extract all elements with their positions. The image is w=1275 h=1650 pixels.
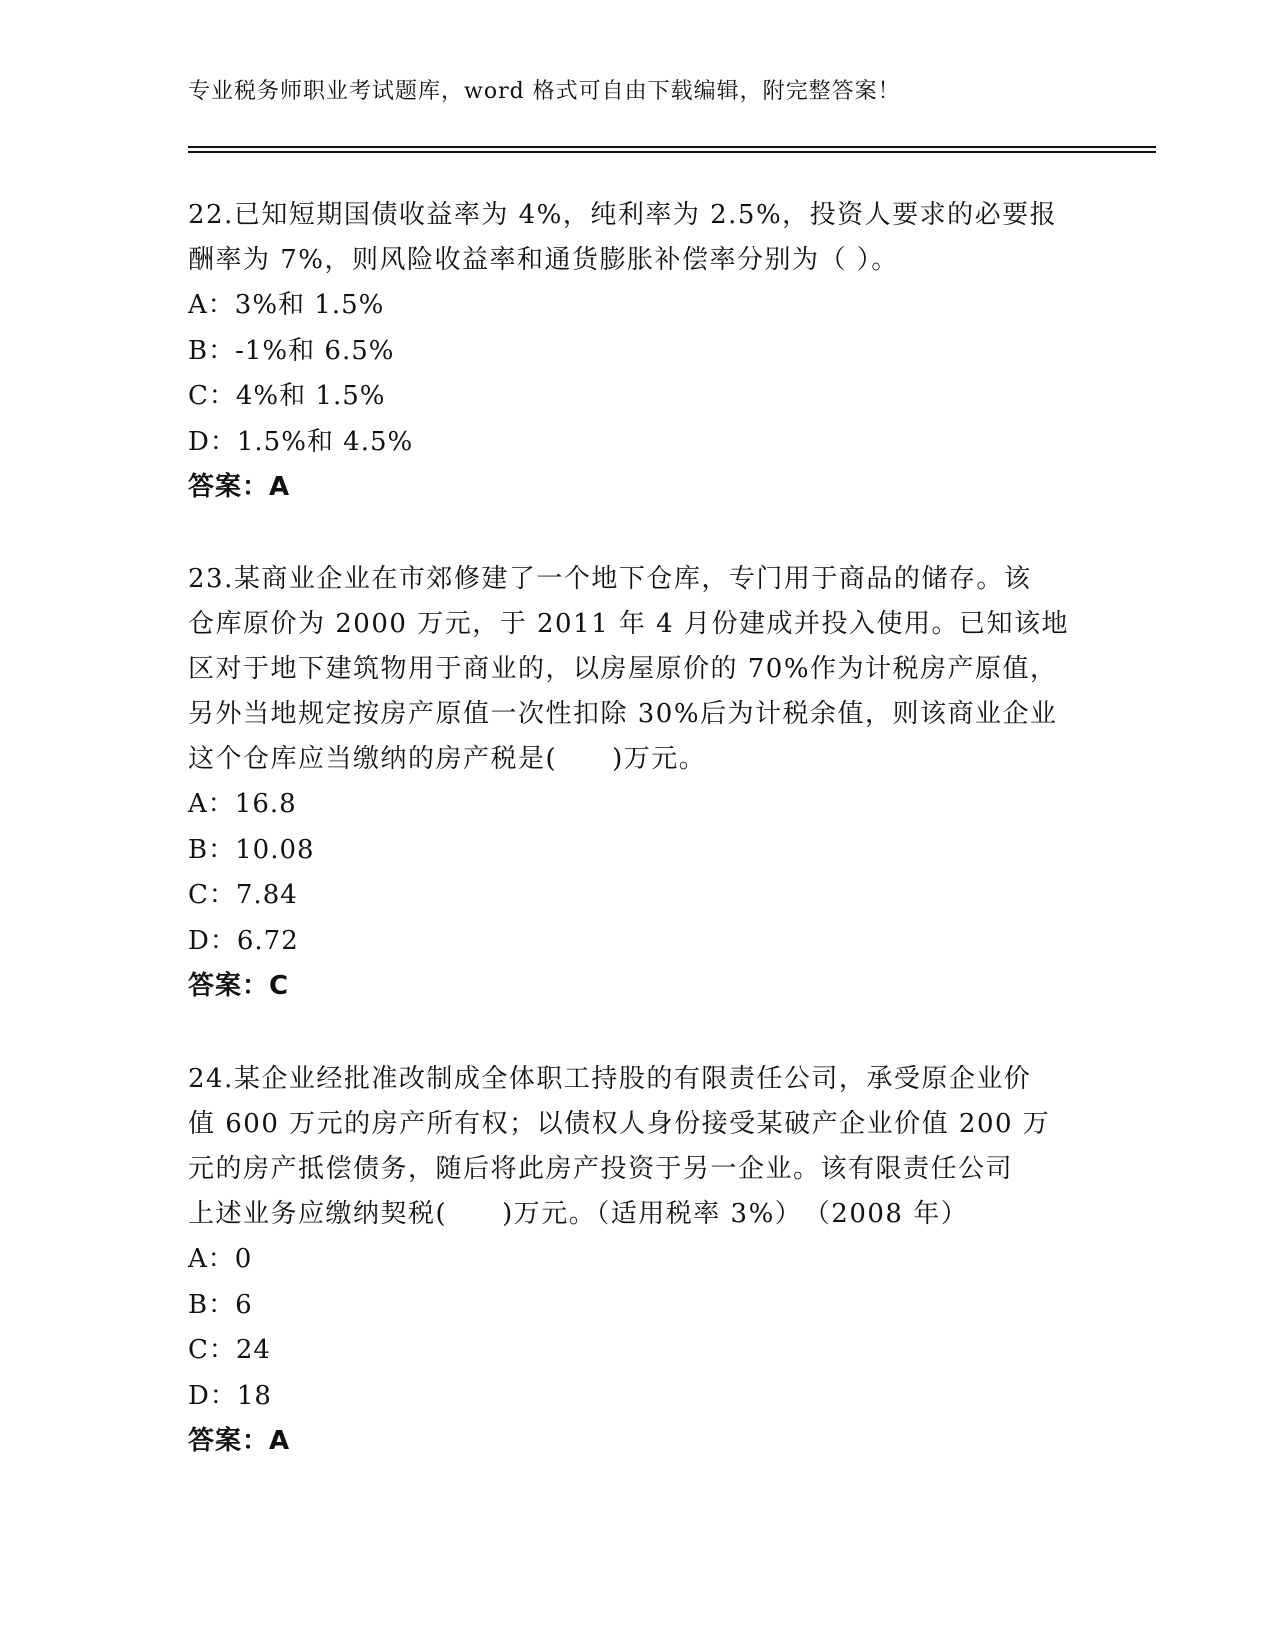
option-c: C：24	[188, 1335, 271, 1365]
option-d: D：18	[188, 1380, 272, 1411]
answer: 答案：C	[188, 971, 290, 1001]
option-a: A：16.8	[188, 789, 297, 819]
question-stem-line: 24.某企业经批准改制成全体职工持股的有限责任公司，承受原企业价	[188, 1064, 1032, 1094]
question-stem-line: 另外当地规定按房产原值一次性扣除 30%后为计税余值，则该商业企业	[188, 699, 1058, 729]
question-24	[188, 1057, 1088, 1464]
question-stem-line: 元的房产抵偿债务，随后将此房产投资于另一企业。该有限责任公司	[188, 1154, 1014, 1184]
question-stem-line: 上述业务应缴纳契税( )万元。（适用税率 3%） （2008 年）	[188, 1199, 969, 1229]
question-stem-line: 仓库原价为 2000 万元，于 2011 年 4 月份建成并投入使用。已知该地	[188, 609, 1069, 639]
question-stem-line: 值 600 万元的房产所有权；以债权人身份接受某破产企业价值 200 万	[188, 1109, 1051, 1139]
question-stem-line: 这个仓库应当缴纳的房产税是( )万元。	[188, 744, 707, 774]
question-stem-line: 酬率为 7%，则风险收益率和通货膨胀补偿率分别为（ ）。	[188, 245, 899, 275]
page-header: 专业税务师职业考试题库，word 格式可自由下载编辑，附完整答案！	[188, 79, 901, 104]
question-stem-line: 区对于地下建筑物用于商业的，以房屋原价的 70%作为计税房产原值，	[188, 654, 1058, 684]
option-a: A：0	[188, 1244, 253, 1274]
option-b: B：-1%和 6.5%	[188, 335, 395, 366]
option-c: C：7.84	[188, 880, 298, 910]
question-stem-line: 23.某商业企业在市郊修建了一个地下仓库，专门用于商品的储存。该	[188, 564, 1032, 594]
question-22	[188, 193, 1088, 510]
option-c: C：4%和 1.5%	[188, 381, 386, 411]
option-d: D：6.72	[188, 925, 299, 956]
answer: 答案：A	[188, 472, 291, 502]
header-rule-bottom	[188, 151, 1156, 153]
question-23	[188, 557, 1088, 1009]
option-a: A：3%和 1.5%	[188, 290, 385, 320]
option-d: D：1.5%和 4.5%	[188, 426, 414, 457]
question-stem-line: 22.已知短期国债收益率为 4%，纯利率为 2.5%，投资人要求的必要报	[188, 200, 1058, 230]
option-b: B：6	[188, 1289, 253, 1320]
answer: 答案：A	[188, 1426, 291, 1456]
option-b: B：10.08	[188, 834, 315, 865]
header-rule-top	[188, 146, 1156, 148]
